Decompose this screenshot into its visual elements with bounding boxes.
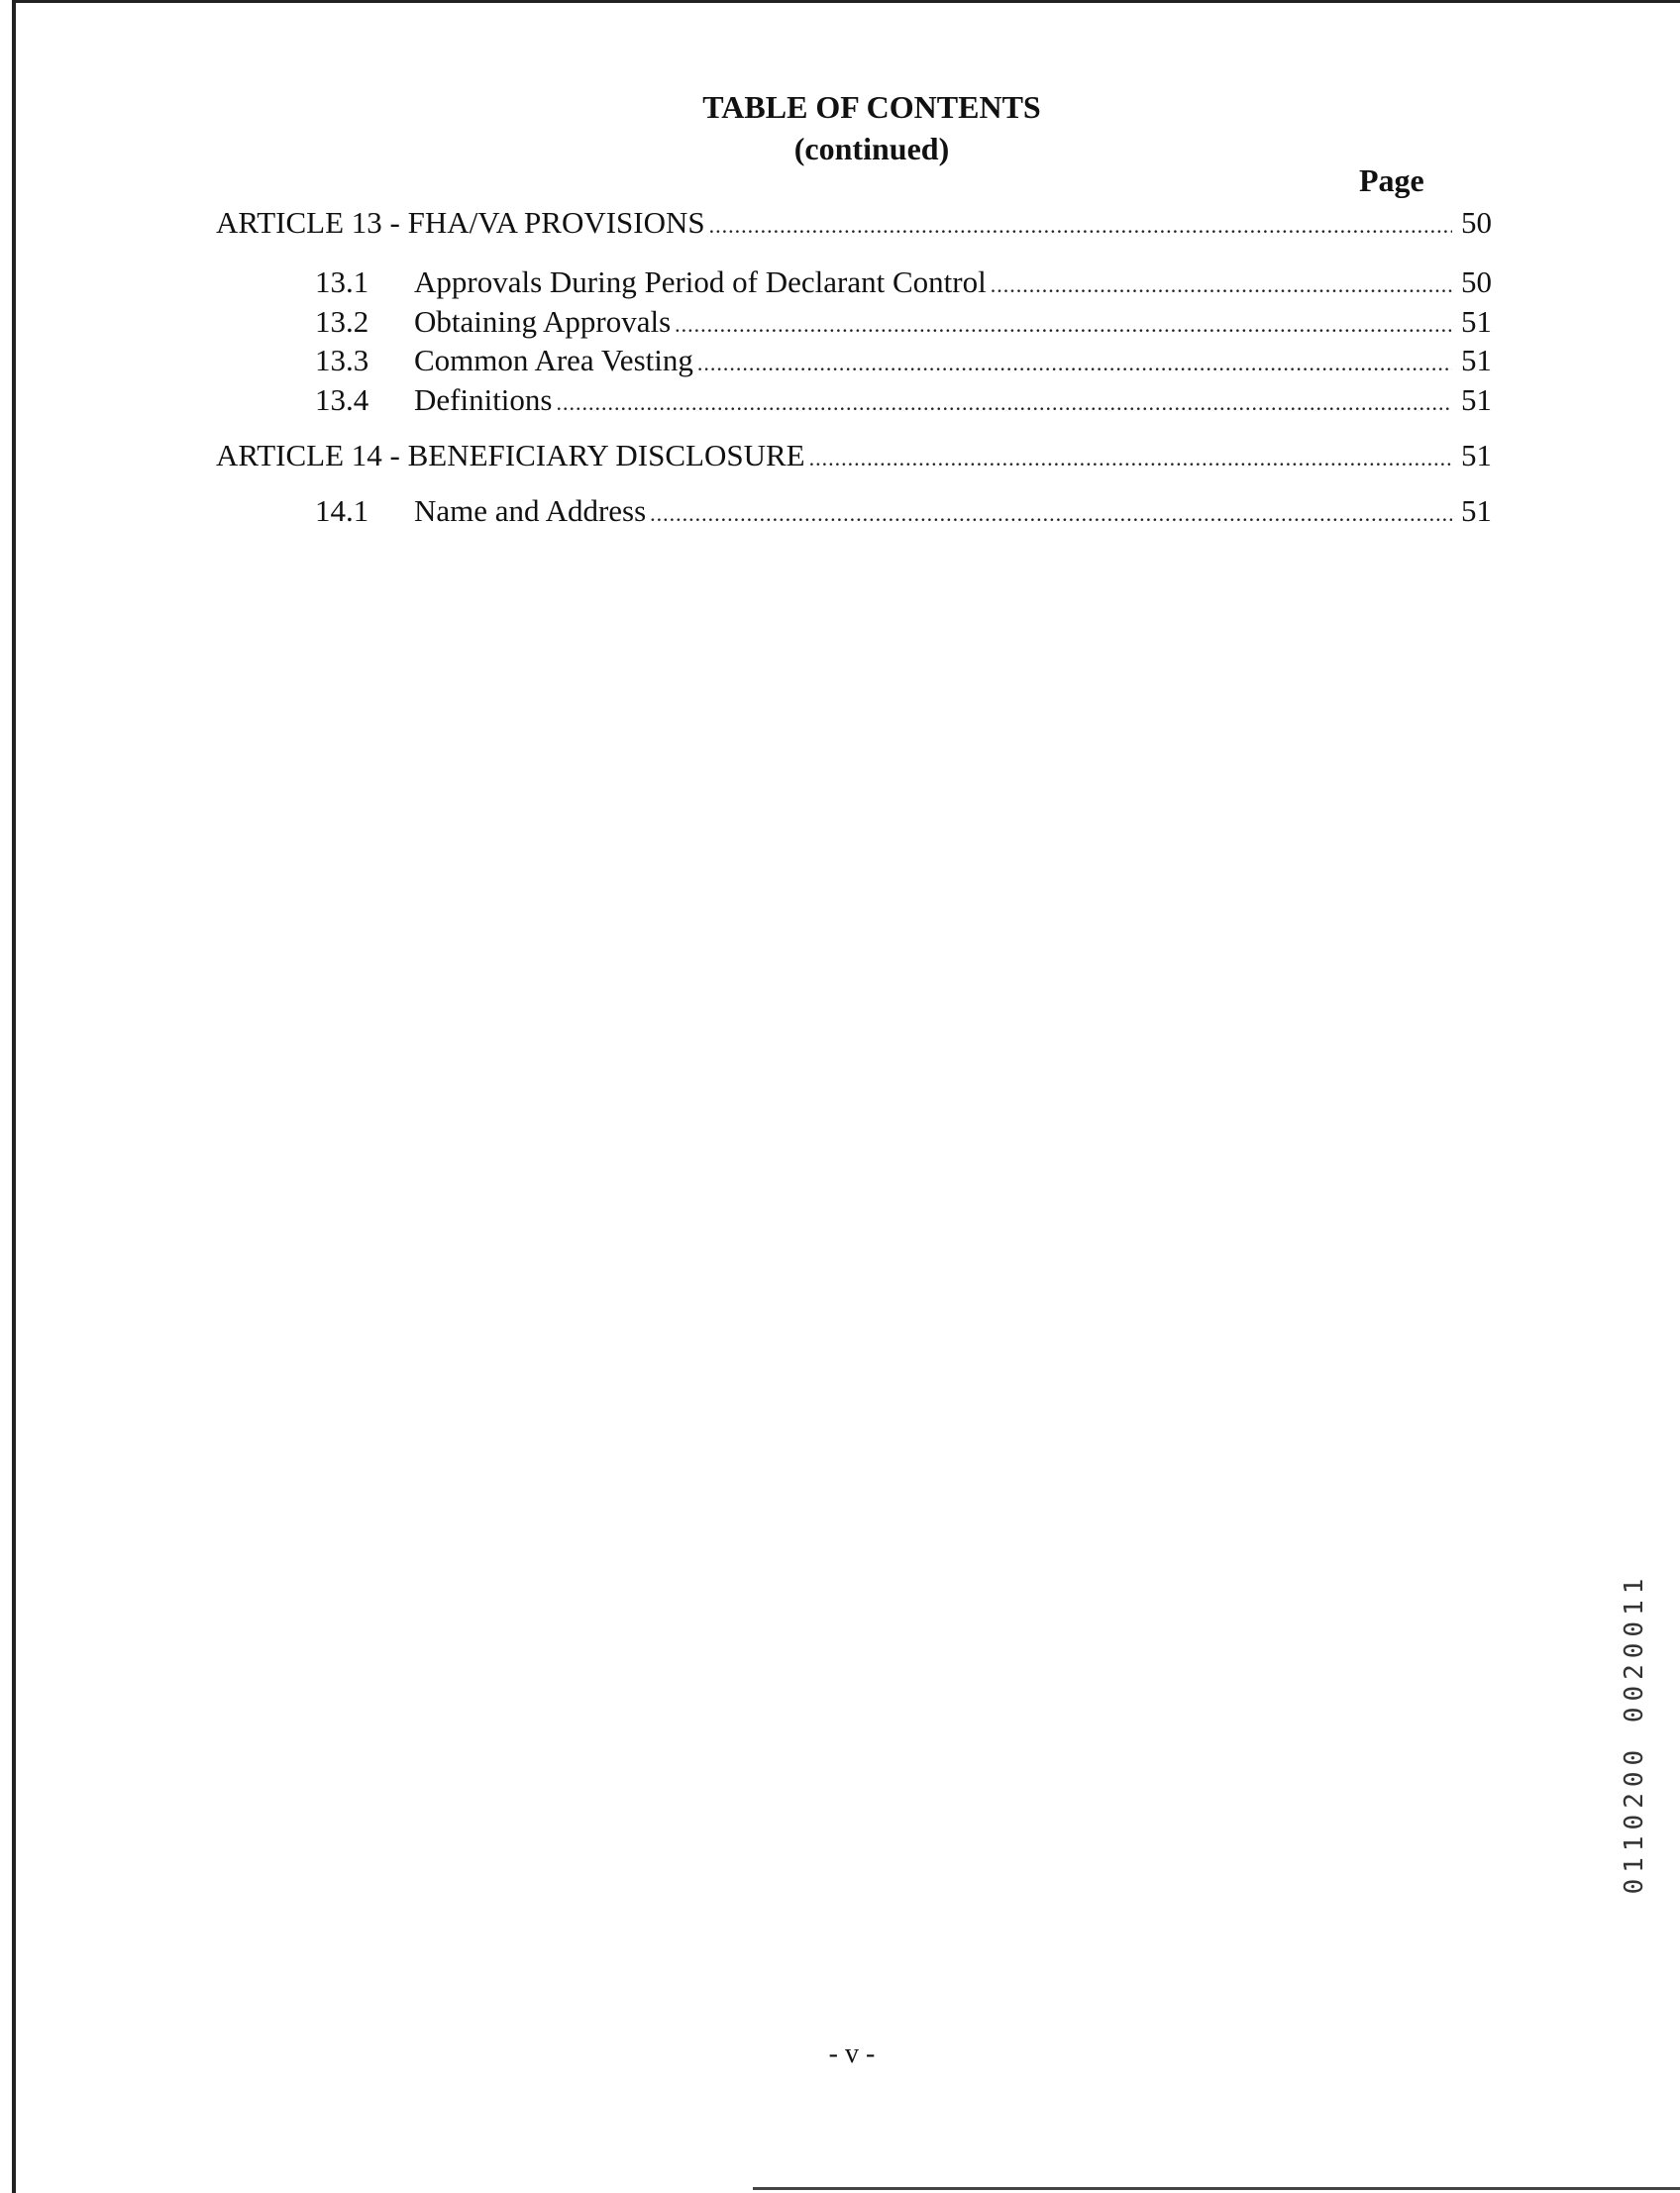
toc-section-entry: [315, 492, 1492, 533]
toc-entry-title: ARTICLE 13 - FHA/VA PROVISIONS: [216, 205, 705, 240]
toc-entry-page: 51: [1461, 343, 1492, 377]
toc-section-number: 14.1: [315, 493, 369, 528]
toc-entry-page: 51: [1461, 382, 1492, 417]
toc-dot-leader: [675, 306, 1452, 344]
toc-article-entry: [216, 204, 1492, 245]
toc-entry-page: 51: [1461, 304, 1492, 339]
toc-entry-page: 51: [1461, 493, 1492, 528]
scan-edge-left: [12, 0, 16, 2193]
toc-entry-title: Name and Address: [414, 493, 647, 528]
toc-dot-leader: [650, 495, 1452, 533]
toc-entry-title: Approvals During Period of Declarant Control: [414, 264, 987, 299]
toc-section-number: 13.4: [315, 382, 369, 417]
scan-edge-bottom: [753, 2187, 1680, 2190]
toc-title: TABLE OF CONTENTS: [702, 89, 1041, 125]
toc-dot-leader: [809, 440, 1452, 477]
stamp-number: 0110200 0020011: [1620, 1572, 1649, 1895]
toc-entry-page: 51: [1461, 438, 1492, 472]
toc-entry-page: 50: [1461, 205, 1492, 240]
toc-section-entry: [315, 263, 1492, 304]
toc-dot-leader: [709, 207, 1452, 245]
toc-section-number: 13.1: [315, 264, 369, 299]
toc-entry-title: Common Area Vesting: [414, 343, 693, 377]
toc-section-number: 13.2: [315, 304, 369, 339]
toc-entry-title: ARTICLE 14 - BENEFICIARY DISCLOSURE: [216, 438, 805, 472]
toc-article-entry: [216, 437, 1492, 477]
toc-dot-leader: [697, 345, 1452, 382]
footer-page-number: - v -: [828, 2038, 876, 2069]
toc-section-entry: [315, 342, 1492, 382]
toc-entry-title: Obtaining Approvals: [414, 304, 672, 339]
scan-edge-top: [12, 0, 1680, 3]
toc-section-entry: [315, 381, 1492, 422]
toc-entry-page: 50: [1461, 264, 1492, 299]
toc-section-number: 13.3: [315, 343, 369, 377]
toc-dot-leader: [991, 266, 1452, 304]
toc-dot-leader: [557, 384, 1453, 422]
toc-section-entry: [315, 303, 1492, 344]
page-column-label: Page: [1359, 162, 1424, 198]
toc-entry-title: Definitions: [414, 382, 553, 417]
margin-document-stamp: [1615, 1565, 1654, 1902]
toc-subtitle: (continued): [793, 131, 950, 166]
